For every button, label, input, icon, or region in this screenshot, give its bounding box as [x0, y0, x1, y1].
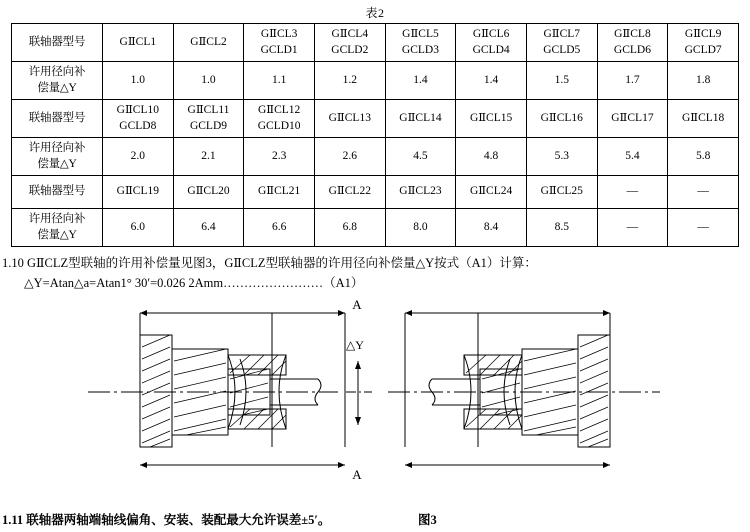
table-cell: GⅡCL4 GCLD2: [314, 24, 385, 62]
table-cell: GⅡCL3 GCLD1: [244, 24, 315, 62]
table-cell: 1.4: [385, 62, 456, 100]
table-row: [12, 24, 739, 62]
table-cell: GⅡCL23: [385, 176, 456, 209]
table-cell: GⅡCL8 GCLD6: [597, 24, 668, 62]
table-cell: 4.8: [456, 138, 527, 176]
table-cell: GⅡCL18: [668, 100, 739, 138]
row-header: 联轴器型号: [12, 100, 103, 138]
table-cell: GⅡCL19: [103, 176, 174, 209]
table-cell: GⅡCL10 GCLD8: [103, 100, 174, 138]
table-cell: —: [668, 209, 739, 247]
table-cell: GⅡCL1: [103, 24, 174, 62]
table-cell: GⅡCL12 GCLD10: [244, 100, 315, 138]
figure-3-drawing: [0, 297, 750, 485]
table-cell: 4.5: [385, 138, 456, 176]
table-cell: 6.6: [244, 209, 315, 247]
table-cell: 1.1: [244, 62, 315, 100]
row-header: 联轴器型号: [12, 24, 103, 62]
table-cell: GⅡCL25: [526, 176, 597, 209]
allowable-radial-compensation-table: [11, 23, 739, 247]
table-cell: 1.7: [597, 62, 668, 100]
figure-dim-delta-y: △Y: [346, 337, 364, 352]
figure-dim-a-top: A: [352, 296, 362, 312]
table-cell: 8.4: [456, 209, 527, 247]
table-cell: 2.0: [103, 138, 174, 176]
table-cell: GⅡCL15: [456, 100, 527, 138]
table-cell: —: [668, 176, 739, 209]
table-cell: 1.4: [456, 62, 527, 100]
table-body: [12, 24, 739, 247]
table-cell: GⅡCL22: [314, 176, 385, 209]
table-cell: GⅡCL7 GCLD5: [526, 24, 597, 62]
table-cell: GⅡCL17: [597, 100, 668, 138]
table-cell: 1.5: [526, 62, 597, 100]
table-row: [12, 100, 739, 138]
table-cell: 2.6: [314, 138, 385, 176]
table-cell: GⅡCL24: [456, 176, 527, 209]
row-header: 联轴器型号: [12, 176, 103, 209]
table-cell: 8.5: [526, 209, 597, 247]
table-cell: GⅡCL2: [173, 24, 244, 62]
table-cell: 8.0: [385, 209, 456, 247]
table-cell: 5.3: [526, 138, 597, 176]
row-header: 许用径向补 偿量△Y: [12, 209, 103, 247]
table-cell: —: [597, 176, 668, 209]
table-row: [12, 62, 739, 100]
table-cell: GⅡCL5 GCLD3: [385, 24, 456, 62]
table-row: [12, 209, 739, 247]
table-cell: GⅡCL20: [173, 176, 244, 209]
table-cell: 5.8: [668, 138, 739, 176]
table-cell: 1.8: [668, 62, 739, 100]
table-cell: GⅡCL16: [526, 100, 597, 138]
table-cell: 6.0: [103, 209, 174, 247]
table-cell: GⅡCL14: [385, 100, 456, 138]
table-cell: GⅡCL9 GCLD7: [668, 24, 739, 62]
table-cell: GⅡCL11 GCLD9: [173, 100, 244, 138]
table-cell: 2.1: [173, 138, 244, 176]
table-cell: GⅡCL6 GCLD4: [456, 24, 527, 62]
table-cell: 5.4: [597, 138, 668, 176]
table-cell: 2.3: [244, 138, 315, 176]
table-cell: 6.4: [173, 209, 244, 247]
table-cell: GⅡCL13: [314, 100, 385, 138]
table-cell: 1.2: [314, 62, 385, 100]
row-header: 许用径向补 偿量△Y: [12, 62, 103, 100]
table-cell: —: [597, 209, 668, 247]
table-row: [12, 138, 739, 176]
table-cell: GⅡCL21: [244, 176, 315, 209]
clause-1-11-text: 1.11 联轴器两轴端轴线偏角、安装、装配最大允许误差±5′。: [2, 513, 331, 527]
table-cell: 6.8: [314, 209, 385, 247]
table-cell: 1.0: [103, 62, 174, 100]
formula-a1: △Y=Atan△a=Atan1° 30′=0.026 2Amm……………………（A1）: [24, 275, 364, 290]
table-row: [12, 176, 739, 209]
figure-3-label: 图3: [418, 513, 437, 527]
row-header: 许用径向补 偿量△Y: [12, 138, 103, 176]
table-cell: 1.0: [173, 62, 244, 100]
clause-1-10-text: 1.10 GⅡCLZ型联轴的许用补偿量见图3，GⅡCLZ型联轴器的许用径向补偿量△Y按式（A1）计算：: [2, 256, 537, 271]
table-caption: 表2: [365, 6, 385, 20]
figure-dim-a-bottom: A: [352, 466, 362, 482]
